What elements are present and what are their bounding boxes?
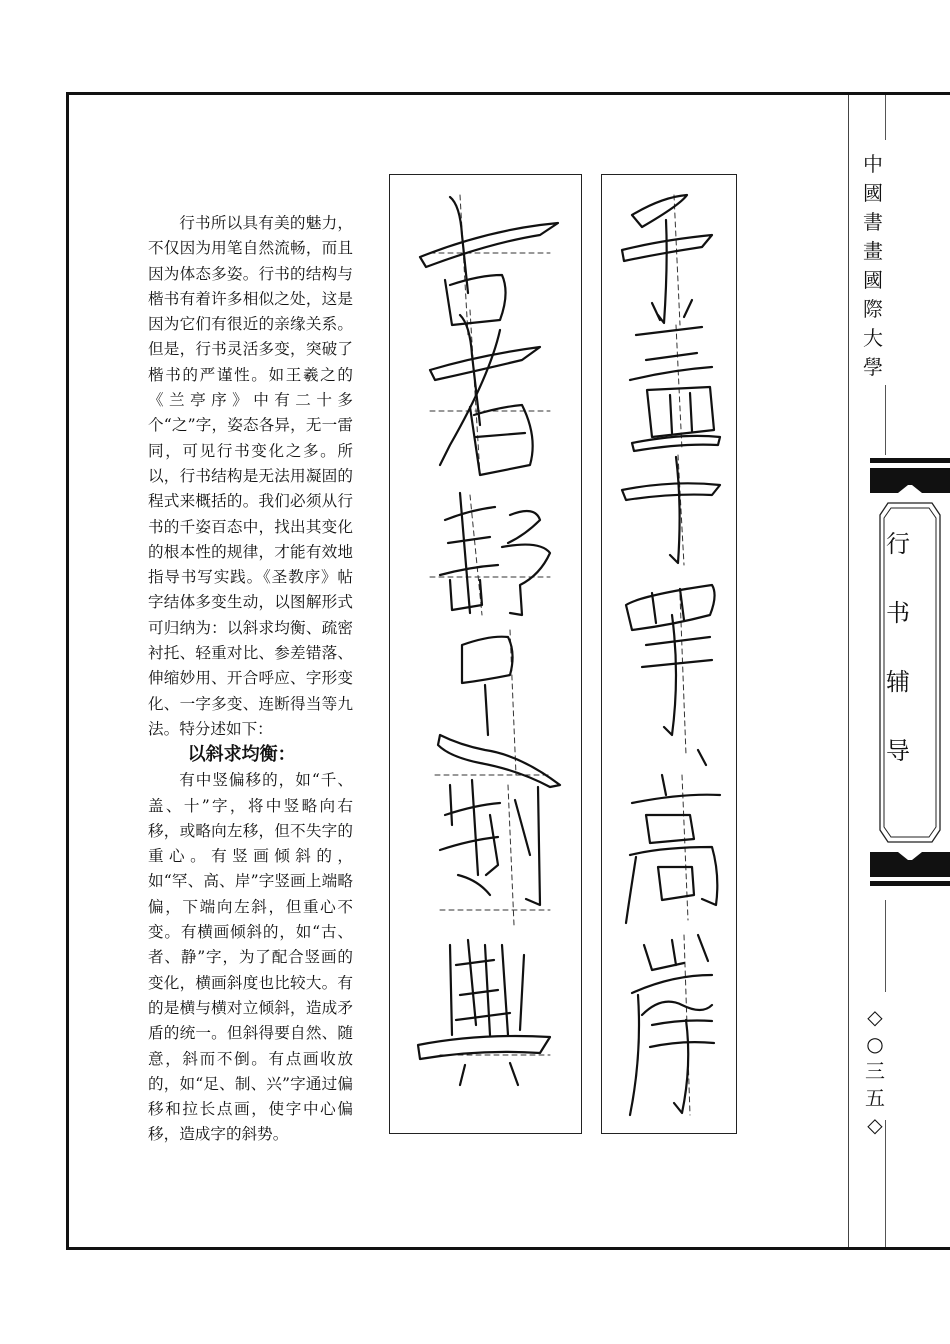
sidebar-divider: [848, 95, 849, 1247]
side-title: 行 书 辅 导: [886, 530, 910, 765]
page-number: ◇ ○ 三 五 ◇: [865, 1005, 885, 1137]
calligraphy-glyphs-right: [602, 175, 738, 1135]
sidebar-rule: [885, 1120, 886, 1247]
calligraphy-panel-right: [601, 174, 737, 1134]
intro-paragraph: 行书所以具有美的魅力，不仅因为用笔自然流畅，而且因为体态多姿。行书的结构与楷书有着许多相似之处，这是因为它们有很近的亲缘关系。但是，行书灵活多变，突破了楷书的严谨性。如王羲之的《兰亭序》中有二十多个“之”字，姿态各异，无一雷同，可见行书变化之多。所以，行书结构是无法用凝固的程式来概括的。我们必须从行书的千姿百态中，找出其变化的根本性的规律，才能有效地指导书写实践。《圣教序》帖字结体多变生动，以图解形式可归纳为：以斜求均衡、疏密衬托、轻重对比、参差错落、伸缩妙用、开合呼应、字形变化、一字多变、连断得当等九法。特分述如下：: [148, 214, 353, 738]
sidebar-rule: [885, 385, 886, 455]
calligraphy-panel-left: [389, 174, 582, 1134]
body-text: [148, 211, 353, 1148]
detail-paragraph: 有中竖偏移的，如“千、盖、十”字，将中竖略向右移，或略向左移，但不失字的重心。有竖画倾斜的，如“罕、高、岸”字竖画上端略偏，下端向左斜，但重心不变。有横画倾斜的，如“古、者、静”字，为了配合竖画的变化，横画斜度也比较大。有的是横与横对立倾斜，造成矛盾的统一。但斜得要自然、随意，斜而不倒。有点画收放的，如“足、制、兴”字通过偏移和拉长点画，使字中心偏移，造成字的斜势。: [148, 771, 353, 1144]
section-heading: 以斜求均衡：: [187, 744, 296, 766]
sidebar-rule: [885, 95, 886, 140]
sidebar-rule: [885, 900, 886, 992]
series-title: 中 國 書 畫 國 際 大 學: [863, 152, 883, 379]
calligraphy-glyphs-left: [390, 175, 583, 1135]
